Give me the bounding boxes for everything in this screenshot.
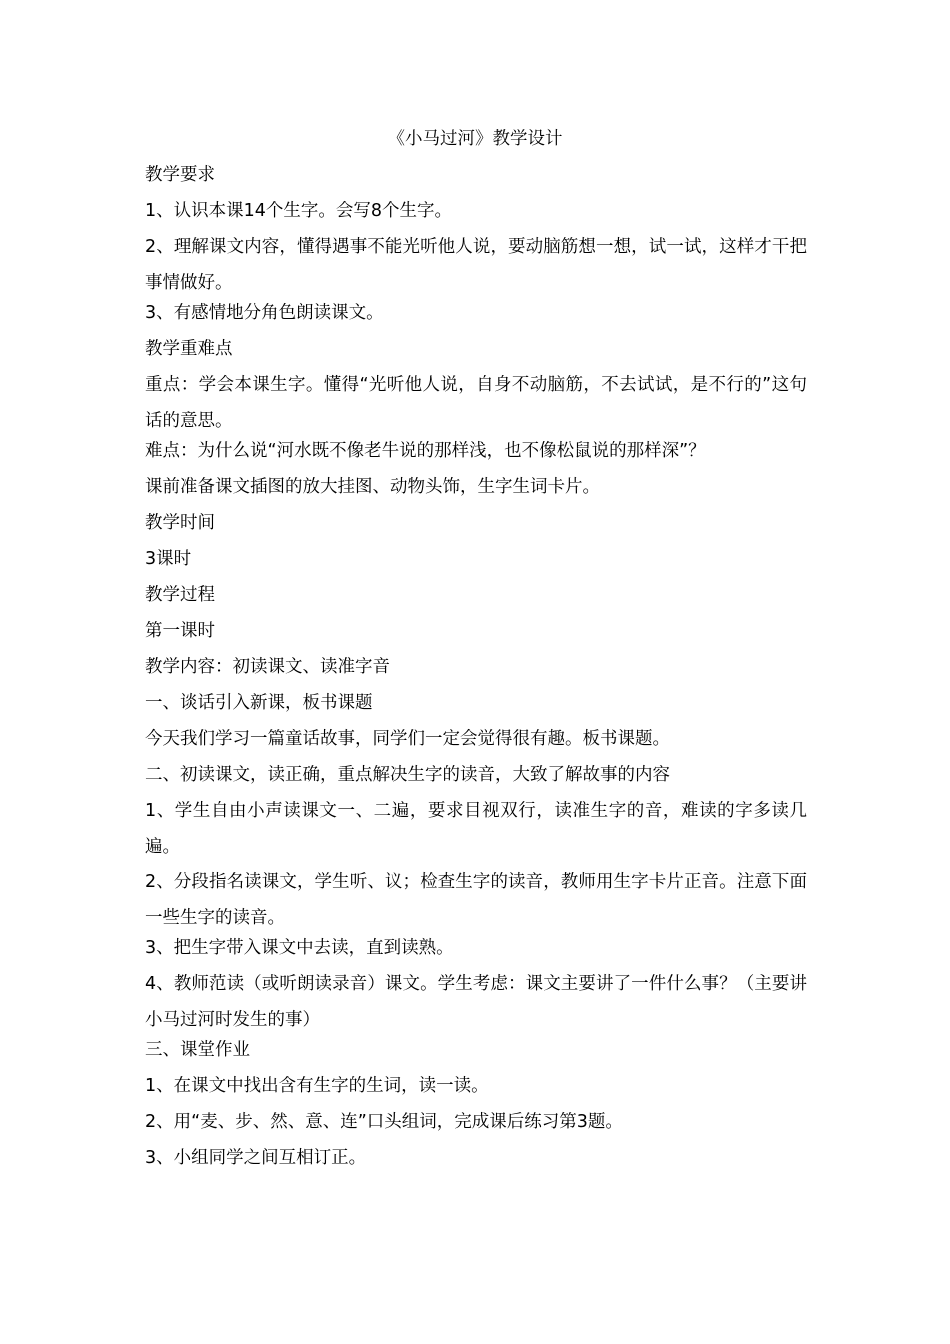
paragraph: 1、在课文中找出含有生字的生词，读一读。	[145, 1076, 489, 1096]
paragraph: 1、学生自由小声读课文一、二遍，要求目视双行，读准生字的音，难读的字多读几遍。	[145, 801, 807, 857]
paragraph: 2、用“麦、步、然、意、连”口头组词，完成课后练习第3题。	[145, 1112, 623, 1132]
section-heading: 教学过程	[145, 585, 215, 605]
section-heading: 三、课堂作业	[145, 1040, 250, 1060]
paragraph: 一、谈话引入新课，板书课题	[145, 693, 373, 713]
section-heading: 教学重难点	[145, 339, 233, 359]
paragraph: 今天我们学习一篇童话故事，同学们一定会觉得很有趣。板书课题。	[145, 729, 670, 749]
paragraph: 二、初读课文，读正确，重点解决生字的读音，大致了解故事的内容	[145, 765, 670, 785]
section-heading: 教学要求	[145, 165, 215, 185]
paragraph: 课前准备课文插图的放大挂图、动物头饰，生字生词卡片。	[145, 477, 600, 497]
paragraph: 2、分段指名读课文，学生听、议；检查生字的读音，教师用生字卡片正音。注意下面一些生字的读音。	[145, 872, 807, 928]
document-body	[145, 162, 807, 1181]
paragraph: 3、有感情地分角色朗读课文。	[145, 303, 384, 323]
paragraph: 教学内容：初读课文、读准字音	[145, 657, 390, 677]
paragraph: 3、小组同学之间互相订正。	[145, 1148, 367, 1168]
document-title: 《小马过河》教学设计	[387, 129, 563, 149]
paragraph: 第一课时	[145, 621, 215, 641]
paragraph: 3、把生字带入课文中去读，直到读熟。	[145, 938, 454, 958]
paragraph: 难点：为什么说“河水既不像老牛说的那样浅，也不像松鼠说的那样深”？	[145, 441, 706, 461]
paragraph: 重点：学会本课生字。懂得“光听他人说，自身不动脑筋，不去试试，是不行的”这句话的意思。	[145, 375, 807, 431]
paragraph: 2、理解课文内容，懂得遇事不能光听他人说，要动脑筋想一想，试一试，这样才干把事情做好。	[145, 237, 807, 293]
paragraph: 3课时	[145, 549, 192, 569]
paragraph: 1、认识本课14个生字。会写8个生字。	[145, 201, 453, 221]
paragraph: 4、教师范读（或听朗读录音）课文。学生考虑：课文主要讲了一件什么事？（主要讲小马过河时发生的事）	[145, 974, 807, 1030]
section-heading: 教学时间	[145, 513, 215, 533]
